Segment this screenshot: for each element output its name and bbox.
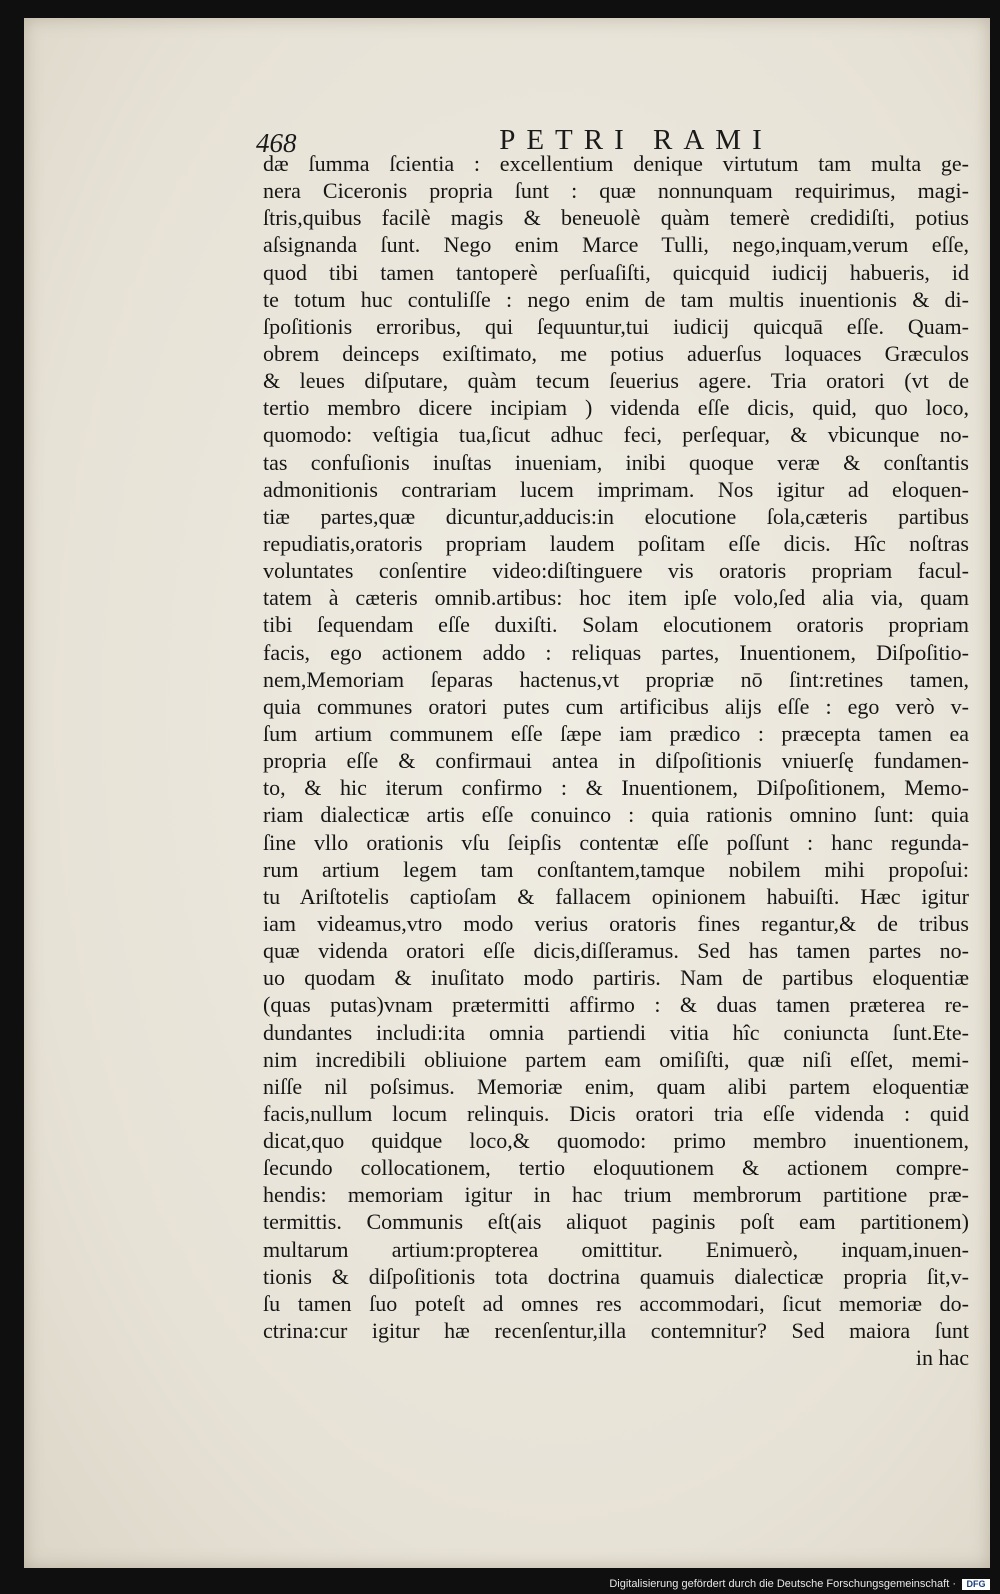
text-line: rum artium legem tam conſtantem,tamque nobilem mihi propoſui: xyxy=(263,856,969,882)
text-line: ſum artium communem eſſe ſæpe iam prædico : præcepta tamen ea xyxy=(263,720,969,746)
text-line: (quas putas)vnam prætermitti affirmo : & duas tamen præterea re- xyxy=(263,992,969,1018)
body-text xyxy=(263,150,969,1371)
text-line: multarum artium:propterea omittitur. Enimuerò, inquam,inuen- xyxy=(263,1236,969,1262)
text-line: termittis. Communis eſt(ais aliquot paginis poſt eam partitionem) xyxy=(263,1209,969,1235)
text-line: quia communes oratori putes cum artificibus alijs eſſe : ego verò v- xyxy=(263,693,969,719)
text-line: dundantes includi:ita omnia partiendi vitia hîc coniuncta ſunt.Ete- xyxy=(263,1019,969,1045)
text-line: tas confuſionis inuſtas inueniam, inibi quoque veræ & conſtantis xyxy=(263,449,969,475)
text-line: tu Ariſtotelis captioſam & fallacem opinionem habuiſti. Hæc igitur xyxy=(263,883,969,909)
text-line: & leues diſputare, quàm tecum ſeuerius agere. Tria oratori (vt de xyxy=(263,368,969,394)
text-line: ſpoſitionis erroribus, qui ſequuntur,tui iudicij quicquā eſſe. Quam- xyxy=(263,313,969,339)
text-line: nera Ciceronis propria ſunt : quæ nonnunquam requirimus, magi- xyxy=(263,178,969,204)
text-line: voluntates conſentire video:diſtinguere vis oratoris propriam facul- xyxy=(263,558,969,584)
text-line: facis, ego actionem addo : reliquas partes, Inuentionem, Diſpoſitio- xyxy=(263,639,969,665)
text-line: nem,Memoriam ſeparas hactenus,vt propriæ nō ſint:retines tamen, xyxy=(263,666,969,692)
text-line: hendis: memoriam igitur in hac trium membrorum partitione præ- xyxy=(263,1182,969,1208)
text-line: tibi ſequendam eſſe duxiſti. Solam elocutionem oratoris propriam xyxy=(263,612,969,638)
footer-credit: Digitalisierung gefördert durch die Deutsche Forschungsgemeinschaft · xyxy=(609,1578,956,1590)
text-line: ſecundo collocationem, tertio eloquutionem & actionem compre- xyxy=(263,1155,969,1181)
text-line: obrem deinceps exiſtimato, me potius aduerſus loquaces Græculos xyxy=(263,340,969,366)
text-line: tiæ partes,quæ dicuntur,adducis:in elocutione ſola,cæteris partibus xyxy=(263,503,969,529)
text-line: aſsignanda ſunt. Nego enim Marce Tulli, nego,inquam,verum eſſe, xyxy=(263,232,969,258)
text-line: iam videamus,vtro modo verius oratoris fines regantur,& de tribus xyxy=(263,910,969,936)
text-line: quod tibi tamen tantoperè perſuaſiſti, quicquid iudicij habueris, id xyxy=(263,259,969,285)
text-line: ſu tamen ſuo poteſt ad omnes res accommodari, ſicut memoriæ do- xyxy=(263,1290,969,1316)
text-line: in hac xyxy=(915,1345,969,1371)
text-line: repudiatis,oratoris propriam laudem poſitam eſſe dicis. Hîc noſtras xyxy=(263,530,969,556)
text-line: quæ videnda oratori eſſe dicis,diſſeramus. Sed has tamen partes no- xyxy=(263,938,969,964)
text-line: dæ ſumma ſcientia : excellentium denique virtutum tam multa ge- xyxy=(263,151,969,176)
digitization-footer xyxy=(0,1576,1000,1594)
text-line: ſtris,quibus facilè magis & beneuolè quàm temerè credidiſti, potius xyxy=(263,205,969,231)
text-line: dicat,quo quidque loco,& quomodo: primo membro inuentionem, xyxy=(263,1128,969,1154)
text-line: admonitionis contrariam lucem imprimam. Nos igitur ad eloquen- xyxy=(263,476,969,502)
text-line: propria eſſe & confirmaui antea in diſpoſitionis vniuerſę fundamen- xyxy=(263,748,969,774)
text-line: te totum huc contuliſſe : nego enim de tam multis inuentionis & di- xyxy=(263,286,969,312)
text-line: niſſe nil poſsimus. Memoriæ enim, quam alibi partem eloquentiæ xyxy=(263,1073,969,1099)
running-head: PETRI RAMI xyxy=(499,124,773,156)
text-line: quomodo: veſtigia tua,ſicut adhuc feci, perſequar, & vbicunque no- xyxy=(263,422,969,448)
text-line: uo quodam & inuſitato modo partiris. Nam de partibus eloquentiæ xyxy=(263,965,969,991)
text-line: ctrina:cur igitur hæ recenſentur,illa contemnitur? Sed maiora ſunt xyxy=(263,1318,969,1344)
text-line: tatem à cæteris omnib.artibus: hoc item ipſe volo,ſed alia via, quam xyxy=(263,585,969,611)
text-line: facis,nullum locum relinquis. Dicis oratori tria eſſe videnda : quid xyxy=(263,1100,969,1126)
text-line: riam dialecticæ artis eſſe conuinco : quia rationis omnino ſunt: quia xyxy=(263,802,969,828)
text-line: nim incredibili obliuione partem eam omiſiſti, quæ niſi eſſet, memi- xyxy=(263,1046,969,1072)
text-line: tionis & diſpoſitionis tota doctrina quamuis dialecticæ propria ſit,v- xyxy=(263,1263,969,1289)
dfg-logo: DFG xyxy=(962,1579,990,1590)
text-line: tertio membro dicere incipiam ) videnda eſſe dicis, quid, quo loco, xyxy=(263,395,969,421)
page-number: 468 xyxy=(256,128,297,158)
text-line: to, & hic iterum confirmo : & Inuentionem, Diſpoſitionem, Memo- xyxy=(263,775,969,801)
text-line: ſine vllo orationis vſu ſeipſis contentæ eſſe poſſunt : hanc regunda- xyxy=(263,829,969,855)
